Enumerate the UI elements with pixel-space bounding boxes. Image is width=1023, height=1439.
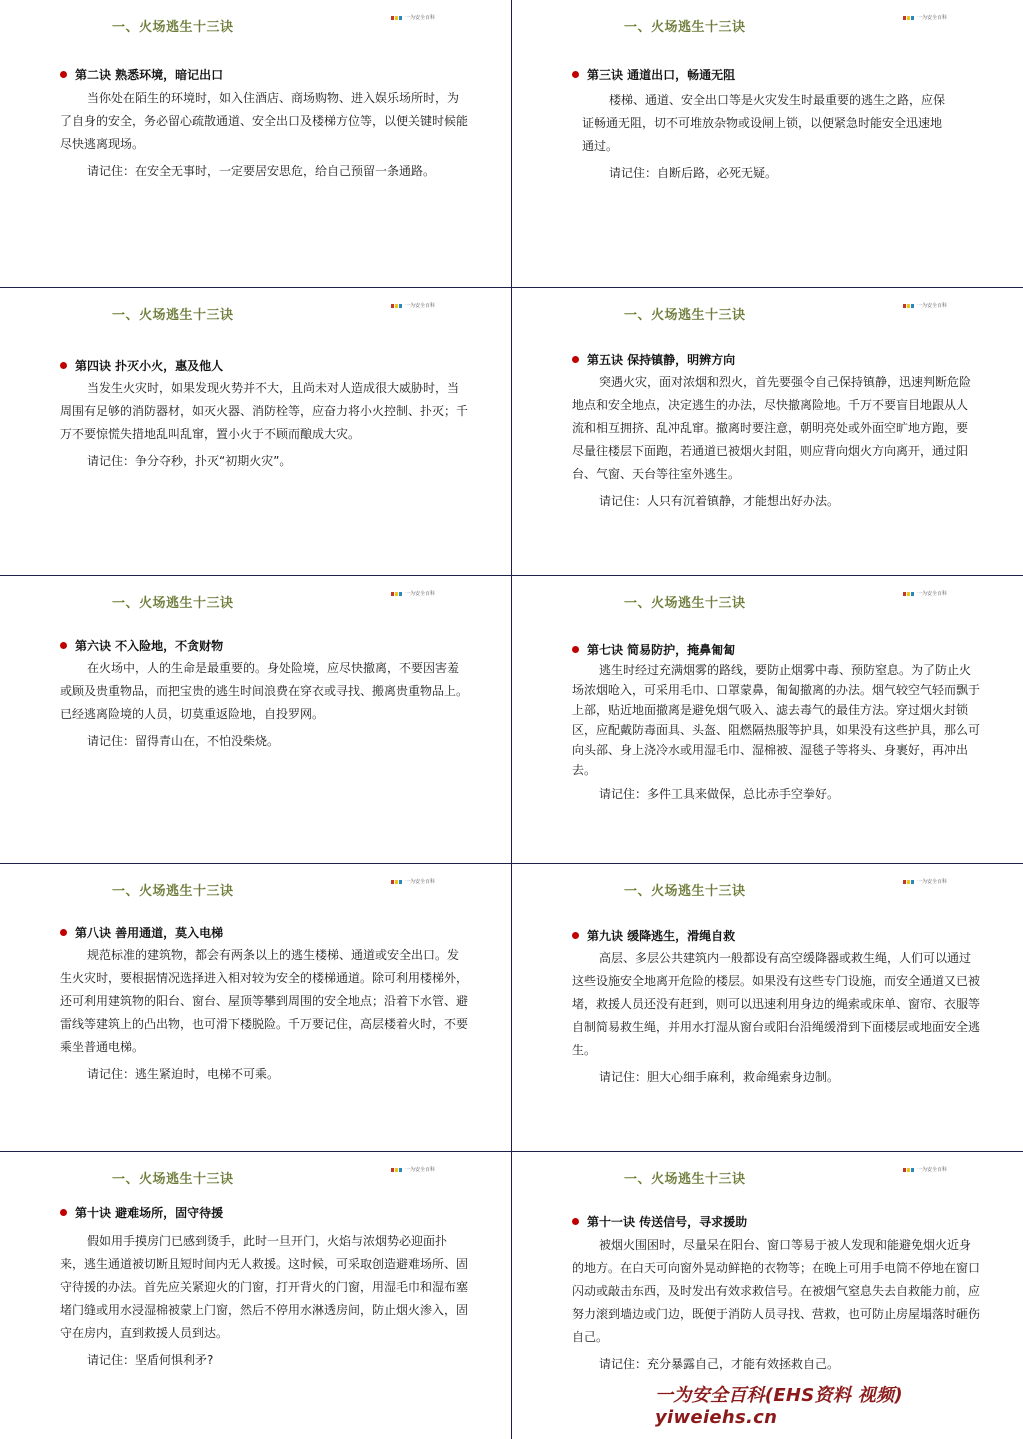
logo-icon bbox=[391, 1168, 402, 1172]
slide-9 bbox=[512, 864, 1023, 1151]
bullet-icon bbox=[572, 932, 579, 939]
slide-body: 假如用手摸房门已感到烫手，此时一旦开门，火焰与浓烟势必迎面扑来，逃生通道被切断且短时间内无人救援。这时候，可采取创造避难场所、固守待援的办法。首先应关紧迎火的门窗，打开背火的门窗，用湿毛巾和湿布塞堵门缝或用水浸湿棉被蒙上门窗，然后不停用水淋透房间，防止烟火渗入，固守在房内，直到救援人员到达。 请记住：坚盾何惧利矛? bbox=[60, 1234, 469, 1367]
slide-2 bbox=[0, 0, 511, 287]
logo-icon bbox=[903, 880, 914, 884]
slide-heading: 第十一诀 传送信号，寻求援助 bbox=[572, 1213, 747, 1230]
slide-8 bbox=[0, 864, 511, 1151]
logo: 一为安全百科 bbox=[903, 1166, 947, 1173]
section-title: 一、火场逃生十三诀 bbox=[624, 596, 746, 611]
logo: 一为安全百科 bbox=[391, 302, 435, 309]
section-title: 一、火场逃生十三诀 bbox=[112, 20, 234, 35]
section-title: 一、火场逃生十三诀 bbox=[112, 308, 234, 323]
logo-icon bbox=[391, 592, 402, 596]
slide-4 bbox=[0, 288, 511, 575]
logo: 一为安全百科 bbox=[391, 878, 435, 885]
slide-heading: 第四诀 扑灭小火，惠及他人 bbox=[60, 357, 223, 374]
slide-heading: 第六诀 不入险地，不贪财物 bbox=[60, 637, 223, 654]
bullet-icon bbox=[572, 1218, 579, 1225]
slide-body: 在火场中，人的生命是最重要的。身处险境，应尽快撤离，不要因害羞或顾及贵重物品，而把宝贵的逃生时间浪费在穿衣或寻找、搬离贵重物品上。已经逃离险境的人员，切莫重返险地，自投罗网。 请记住：留得青山在，不怕没柴烧。 bbox=[60, 661, 469, 748]
section-title: 一、火场逃生十三诀 bbox=[112, 1172, 234, 1187]
section-title: 一、火场逃生十三诀 bbox=[624, 20, 746, 35]
logo-icon bbox=[903, 592, 914, 596]
slide-heading: 第九诀 缓降逃生，滑绳自救 bbox=[572, 927, 735, 944]
slide-heading: 第五诀 保持镇静，明辨方向 bbox=[572, 351, 735, 368]
slide-body: 规范标准的建筑物，都会有两条以上的逃生楼梯、通道或安全出口。发生火灾时，要根据情况选择进入相对较为安全的楼梯通道。除可利用楼梯外，还可利用建筑物的阳台、窗台、屋顶等攀到周围的安全地点；沿着下水管、避雷线等建筑上的凸出物，也可滑下楼脱险。千万要记住，高层楼着火时，不要乘坐普通电梯。 请记住：逃生紧迫时，电梯不可乘。 bbox=[60, 948, 469, 1081]
bullet-icon bbox=[572, 71, 579, 78]
slide-body: 楼梯、通道、安全出口等是火灾发生时最重要的逃生之路，应保证畅通无阻，切不可堆放杂物或设闸上锁，以便紧急时能安全迅速地通过。 请记住：自断后路，必死无疑。 bbox=[582, 93, 946, 180]
bullet-icon bbox=[60, 929, 67, 936]
bullet-icon bbox=[60, 1209, 67, 1216]
logo: 一为安全百科 bbox=[903, 14, 947, 21]
bullet-icon bbox=[572, 646, 579, 653]
bullet-icon bbox=[572, 356, 579, 363]
slide-10 bbox=[0, 1152, 511, 1439]
slide-body: 逃生时经过充满烟雾的路线，要防止烟雾中毒、预防窒息。为了防止火场浓烟呛入，可采用毛巾、口罩蒙鼻，匍匐撤离的办法。烟气较空气轻而飘于上部，贴近地面撤离是避免烟气吸入、滤去毒气的最佳方法。穿过烟火封锁区，应配戴防毒面具、头盔、阻燃隔热服等护具，如果没有这些护具，那么可向头部、身上浇冷水或用湿毛巾、湿棉被、湿毯子等将头、身裹好，再冲出去。 请记住：多件工具来做保，总比赤手空拳好。 bbox=[572, 663, 981, 801]
logo: 一为安全百科 bbox=[391, 14, 435, 21]
logo-icon bbox=[903, 1168, 914, 1172]
bullet-icon bbox=[60, 362, 67, 369]
section-title: 一、火场逃生十三诀 bbox=[624, 1172, 746, 1187]
slide-heading: 第三诀 通道出口，畅通无阻 bbox=[572, 66, 735, 83]
slide-body: 突遇火灾，面对浓烟和烈火，首先要强令自己保持镇静，迅速判断危险地点和安全地点，决定逃生的办法，尽快撤离险地。千万不要盲目地跟从人流和相互拥挤、乱冲乱窜。撤离时要注意，朝明亮处或外面空旷地方跑，要尽量往楼层下面跑，若通道已被烟火封阻，则应背向烟火方向离开，通过阳台、气窗、天台等往室外逃生。 请记住：人只有沉着镇静，才能想出好办法。 bbox=[572, 375, 972, 508]
slide-heading: 第二诀 熟悉环境，暗记出口 bbox=[60, 66, 223, 83]
logo: 一为安全百科 bbox=[903, 878, 947, 885]
slide-7 bbox=[512, 576, 1023, 863]
section-title: 一、火场逃生十三诀 bbox=[112, 596, 234, 611]
logo-icon bbox=[391, 880, 402, 884]
logo: 一为安全百科 bbox=[903, 590, 947, 597]
logo: 一为安全百科 bbox=[391, 1166, 435, 1173]
slide-5 bbox=[512, 288, 1023, 575]
slide-heading: 第七诀 简易防护，掩鼻匍匐 bbox=[572, 641, 735, 658]
logo: 一为安全百科 bbox=[903, 302, 947, 309]
logo: 一为安全百科 bbox=[391, 590, 435, 597]
slide-heading: 第十诀 避难场所，固守待援 bbox=[60, 1204, 223, 1221]
logo-icon bbox=[391, 304, 402, 308]
section-title: 一、火场逃生十三诀 bbox=[624, 308, 746, 323]
slide-heading: 第八诀 善用通道，莫入电梯 bbox=[60, 924, 223, 941]
bullet-icon bbox=[60, 642, 67, 649]
section-title: 一、火场逃生十三诀 bbox=[112, 884, 234, 899]
logo-icon bbox=[903, 304, 914, 308]
slide-body: 高层、多层公共建筑内一般都设有高空缓降器或救生绳，人们可以通过这些设施安全地离开危险的楼层。如果没有这些专门设施，而安全通道又已被堵，救援人员还没有赶到，则可以迅速利用身边的绳索或床单、窗帘、衣服等自制简易救生绳，并用水打湿从窗台或阳台沿绳缓滑到下面楼层或地面安全逃生。 请记住：胆大心细手麻利，救命绳索身边制。 bbox=[572, 951, 981, 1084]
slide-3 bbox=[512, 0, 1023, 287]
slide-6 bbox=[0, 576, 511, 863]
bullet-icon bbox=[60, 71, 67, 78]
logo-icon bbox=[903, 16, 914, 20]
slide-body: 当你处在陌生的环境时，如入住酒店、商场购物、进入娱乐场所时，为了自身的安全，务必留心疏散通道、安全出口及楼梯方位等，以便关键时候能尽快逃离现场。 请记住：在安全无事时，一定要居安思危，给自己预留一条通路。 bbox=[60, 91, 469, 178]
section-title: 一、火场逃生十三诀 bbox=[624, 884, 746, 899]
logo-icon bbox=[391, 16, 402, 20]
slide-body: 当发生火灾时，如果发现火势并不大，且尚未对人造成很大威胁时，当周围有足够的消防器材，如灭火器、消防栓等，应奋力将小火控制、扑灭；千万不要惊慌失措地乱叫乱窜，置小火于不顾而酿成大灾。 请记住：争分夺秒，扑灭“初期火灾”。 bbox=[60, 381, 469, 468]
slide-body: 被烟火围困时，尽量呆在阳台、窗口等易于被人发现和能避免烟火近身的地方。在白天可向窗外晃动鲜艳的衣物等；在晚上可用手电筒不停地在窗口闪动或敲击东西，及时发出有效求救信号。在被烟气窒息失去自救能力前，应努力滚到墙边或门边，既便于消防人员寻找、营救，也可防止房屋塌落时砸伤自己。 请记住：充分暴露自己，才能有效拯救自己。 bbox=[572, 1238, 981, 1371]
watermark-link[interactable]: 一为安全百科(EHS资料 视频) yiweiehs.cn bbox=[655, 1385, 903, 1428]
